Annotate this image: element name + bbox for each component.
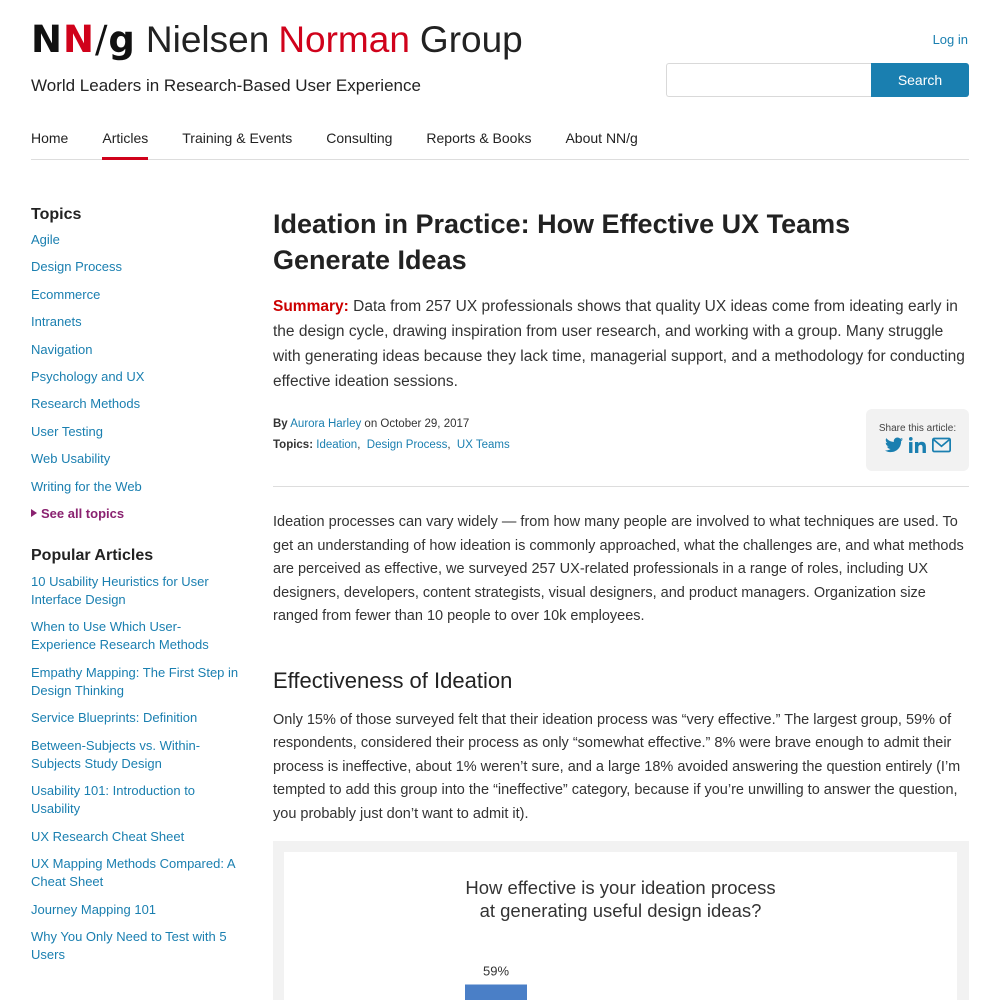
popular-article-link[interactable]: UX Research Cheat Sheet [31, 828, 185, 844]
tagline: World Leaders in Research-Based User Experience [31, 76, 421, 95]
chart-bar [465, 985, 527, 1000]
topics-heading: Topics [31, 206, 82, 223]
logo-g: g [108, 18, 136, 61]
publish-date: on October 29, 2017 [364, 418, 470, 430]
logo-nielsen: Nielsen [145, 19, 270, 60]
article-topic-link[interactable]: Ideation [316, 439, 358, 451]
by-label: By [273, 418, 288, 430]
logo-group: Group [419, 19, 523, 60]
intro-paragraph: Ideation processes can vary widely — from how many people are involved to what techniques are used. To get an understanding of how ideation is commonly approached, what the challenges are, and what methods are perceived as effective, we surveyed 257 UX-related professionals in a range of roles, including UX designers, developers, content strategists, visual designers, and product managers. Organization size ranged from fewer than 10 people to over 10k employees. [273, 514, 964, 624]
byline [273, 414, 969, 435]
section-heading: Effectiveness of Ideation [273, 667, 513, 693]
search-button[interactable]: Search [871, 63, 969, 97]
topic-link[interactable]: Psychology and UX [31, 368, 145, 384]
popular-heading: Popular Articles [31, 546, 154, 564]
logo-norman: Norman [278, 19, 410, 60]
chart-data-label: 59% [482, 963, 510, 979]
article-title: Ideation in Practice: How Effective UX Teams Generate Ideas [273, 209, 851, 275]
share-label: Share this article: [878, 423, 957, 434]
share-icons [866, 437, 969, 453]
author-link[interactable]: Aurora Harley [290, 418, 362, 430]
topic-link[interactable]: User Testing [31, 423, 104, 439]
sidebar [31, 206, 243, 974]
article-topic-link[interactable]: Design Process [366, 439, 448, 451]
topic-link[interactable]: Research Methods [31, 396, 141, 412]
article [273, 206, 969, 826]
login-link[interactable]: Log in [932, 32, 968, 47]
logo-n2: N [62, 18, 95, 61]
nav-about[interactable]: About NN/g [565, 130, 638, 146]
logo-n1: N [31, 18, 63, 61]
search-input[interactable] [666, 63, 872, 97]
article-meta [273, 414, 969, 476]
topic-link[interactable]: Agile [31, 232, 60, 247]
popular-article-link[interactable]: Why You Only Need to Test with 5 Users [31, 929, 227, 963]
popular-article-link[interactable]: UX Mapping Methods Compared: A Cheat Sheet [31, 856, 235, 890]
article-divider [273, 486, 969, 487]
see-all-label: See all topics [41, 505, 125, 521]
article-topic-link[interactable]: UX Teams [456, 439, 510, 451]
twitter-icon[interactable] [885, 437, 903, 453]
nng-logo[interactable] [31, 18, 523, 60]
nav-consulting[interactable]: Consulting [326, 130, 393, 146]
share-box [866, 409, 969, 471]
popular-article-link[interactable]: When to Use Which User-Experience Research Methods [31, 619, 209, 653]
chart-panel [284, 852, 957, 1000]
topics-label: Topics: [273, 439, 314, 451]
topic-link[interactable]: Design Process [31, 259, 123, 275]
popular-article-link[interactable]: 10 Usability Heuristics for User Interface Design [31, 573, 209, 607]
popular-article-link[interactable]: Usability 101: Introduction to Usability [31, 783, 196, 817]
topic-link[interactable]: Navigation [31, 341, 93, 357]
chart-figure [273, 841, 969, 1000]
nav-reports-books[interactable]: Reports & Books [426, 130, 532, 146]
nav-articles[interactable]: Articles [102, 118, 148, 159]
main-nav [31, 118, 969, 160]
popular-article-link[interactable]: Service Blueprints: Definition [31, 710, 198, 726]
topic-link[interactable]: Writing for the Web [31, 478, 142, 494]
nav-training-events[interactable]: Training & Events [182, 130, 293, 146]
body-paragraph: Only 15% of those surveyed felt that their ideation process was “very effective.” The largest group, 59% of respondents, considered their process as only “somewhat effective.” 8% were brave enough to admit their process is ineffective, about 1% weren’t sure, and a large 18% avoided answering the question entirely (I’m tempted to add this group into the “ineffective” category, because if you’re unwilling to answer the question, you probably just don’t want to admit it). [273, 711, 961, 822]
logo-slash: / [94, 18, 109, 61]
popular-articles [31, 547, 243, 965]
topic-link[interactable]: Ecommerce [31, 286, 101, 302]
nav-home[interactable]: Home [31, 130, 69, 146]
topic-link[interactable]: Intranets [31, 314, 82, 330]
nng-logo-mark [31, 18, 136, 61]
popular-list [31, 573, 243, 965]
popular-article-link[interactable]: Between-Subjects vs. Within-Subjects Study Design [31, 737, 201, 771]
popular-article-link[interactable]: Empathy Mapping: The First Step in Design Thinking [31, 664, 239, 698]
article-summary [273, 294, 969, 394]
topic-link[interactable]: Web Usability [31, 451, 111, 467]
see-all-topics-link[interactable] [31, 506, 243, 521]
topics-list [31, 232, 243, 495]
summary-label: Summary: [273, 298, 349, 315]
chart-title-line-1: How effective is your ideation process [465, 877, 776, 898]
summary-text: Data from 257 UX professionals shows that quality UX ideas come from ideating early in the design cycle, drawing inspiration from user research, and working with a group. Many struggle with generating ideas because they lack time, managerial support, and a methodology for conducting effective ideation sessions. [273, 298, 965, 390]
linkedin-icon[interactable] [909, 437, 926, 453]
email-icon[interactable] [932, 437, 951, 453]
chart-svg [284, 852, 957, 1000]
article-topics: Topics: Ideation, Design Process, UX Teams [273, 439, 510, 451]
popular-article-link[interactable]: Journey Mapping 101 [31, 901, 157, 917]
chart-title-line-2: at generating useful design ideas? [479, 900, 762, 921]
triangle-right-icon [31, 509, 37, 517]
